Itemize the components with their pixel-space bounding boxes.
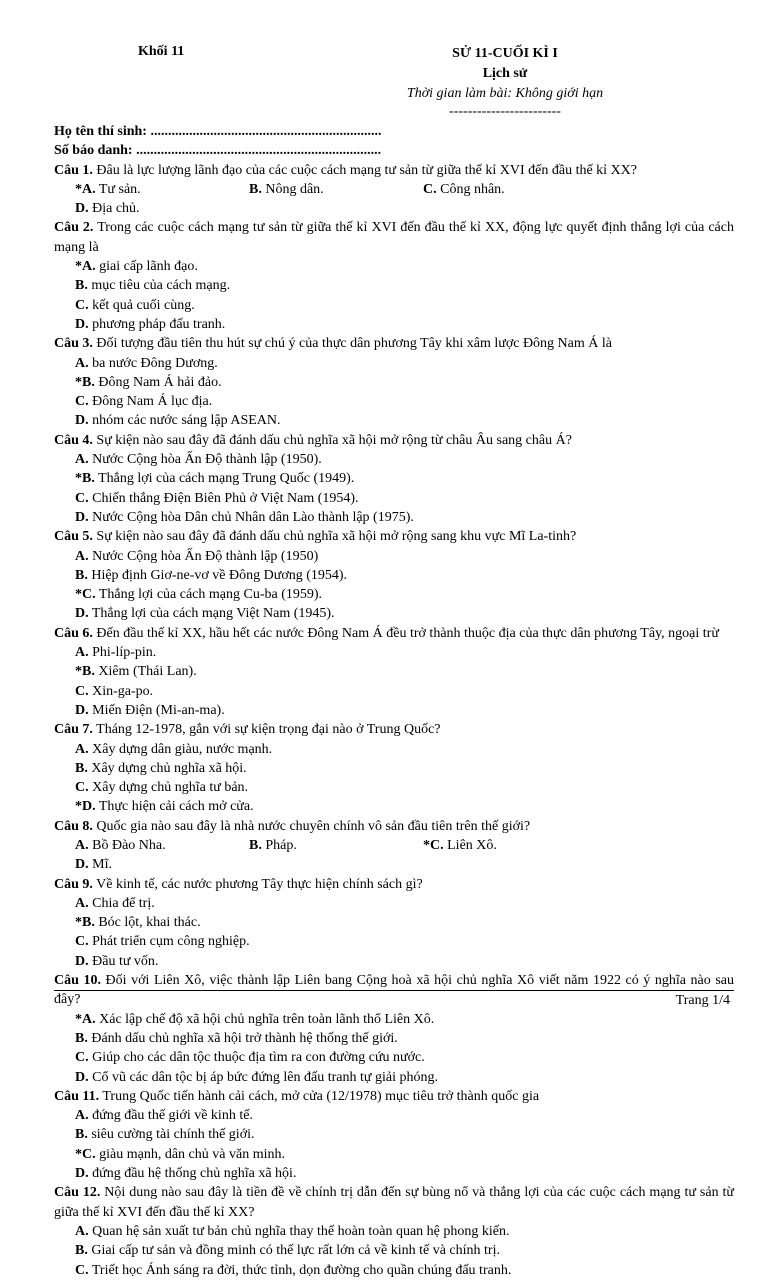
option-key: C.: [75, 490, 89, 506]
option-key: B.: [249, 837, 262, 853]
option-text: Đầu tư vốn.: [88, 953, 159, 969]
question-block: [54, 875, 734, 971]
option-key: *A.: [75, 259, 96, 275]
option-key: C.: [423, 181, 437, 197]
answer-option: [423, 180, 597, 199]
option-text: Tư sản.: [95, 181, 141, 197]
answer-options: [54, 450, 734, 527]
option-text: Hiệp định Giơ-ne-vơ về Đông Dương (1954).: [87, 567, 348, 583]
option-key: *B.: [75, 664, 95, 680]
option-key: C.: [75, 1262, 89, 1278]
option-text: Miến Điện (Mi-an-ma).: [88, 702, 225, 718]
option-key: C.: [75, 394, 89, 410]
question-stem: [54, 527, 734, 546]
answer-options: [54, 354, 734, 431]
answer-option: [249, 836, 423, 855]
option-text: Đông Nam Á hải đảo.: [94, 374, 222, 390]
option-text: Triết học Ánh sáng ra đời, thức tỉnh, dọn đường cho quần chúng đấu tranh.: [88, 1262, 512, 1278]
answer-option: [75, 585, 423, 604]
option-text: Thắng lợi của cách mạng Cu-ba (1959).: [95, 587, 323, 603]
exam-header: [370, 44, 640, 122]
option-text: Phi-líp-pin.: [88, 645, 157, 661]
option-text: đứng đầu thế giới về kinh tế.: [88, 1108, 253, 1124]
question-text: Trong các cuộc cách mạng tư sản từ giữa thế kỉ XVI đến đầu thế kỉ XX, động lực quyết định thắng lợi của cách mạng là: [54, 220, 734, 255]
answer-option: [75, 508, 734, 527]
option-key: C.: [75, 934, 89, 950]
option-key: D.: [75, 413, 89, 429]
question-text: Đối tượng đầu tiên thu hút sự chú ý của thực dân phương Tây khi xâm lược Đông Nam Á là: [92, 336, 612, 352]
option-key: D.: [75, 509, 89, 525]
question-stem: [54, 875, 734, 894]
option-text: Pháp.: [261, 837, 297, 853]
option-key: *B.: [75, 471, 95, 487]
question-block: [54, 817, 734, 875]
answer-option: [75, 257, 423, 276]
grade-label: Khối 11: [138, 44, 185, 59]
option-key: B.: [249, 181, 262, 197]
option-key: D.: [75, 1166, 89, 1182]
option-text: Đánh dấu chủ nghĩa xã hội trở thành hệ thống thế giới.: [87, 1030, 398, 1046]
question-number: Câu 4.: [54, 432, 93, 448]
option-key: A.: [75, 741, 89, 757]
option-key: *A.: [75, 1011, 96, 1027]
question-block: [54, 1087, 734, 1183]
question-block: [54, 720, 734, 816]
option-text: Phát triển cụm công nghiệp.: [88, 934, 250, 950]
question-stem: [54, 161, 734, 180]
option-key: D.: [75, 201, 89, 217]
question-number: Câu 3.: [54, 336, 93, 352]
option-key: B.: [75, 567, 88, 583]
answer-option: [75, 643, 423, 662]
answer-option: [75, 1029, 734, 1048]
option-key: *C.: [423, 837, 444, 853]
option-key: *D.: [75, 799, 96, 815]
page-number: Trang 1/4: [675, 993, 730, 1008]
option-key: C.: [75, 1050, 89, 1066]
answer-option: [75, 1125, 423, 1144]
question-block: [54, 431, 734, 527]
question-block: [54, 1183, 734, 1279]
question-number: Câu 2.: [54, 220, 94, 236]
answer-option: [75, 296, 423, 315]
option-key: *B.: [75, 915, 95, 931]
time-limit: Thời gian làm bài: Không giới hạn: [406, 86, 604, 101]
option-text: Đông Nam Á lục địa.: [88, 394, 213, 410]
question-number: Câu 6.: [54, 625, 93, 641]
question-number: Câu 11.: [54, 1088, 100, 1104]
question-stem: [54, 817, 734, 836]
answer-options: [54, 740, 734, 817]
option-key: D.: [75, 316, 89, 332]
option-text: Nước Cộng hòa Ấn Độ thành lập (1950).: [88, 452, 322, 468]
question-stem: [54, 624, 734, 643]
question-text: Sự kiện nào sau đây đã đánh dấu chủ nghĩa xã hội mở rộng sang khu vực Mĩ La-tinh?: [92, 529, 577, 545]
question-number: Câu 10.: [54, 973, 101, 989]
option-key: *A.: [75, 181, 96, 197]
answer-option: [75, 1048, 734, 1067]
option-text: Bồ Đào Nha.: [88, 837, 166, 853]
option-text: Công nhân.: [436, 181, 505, 197]
answer-option: [75, 740, 423, 759]
question-block: [54, 527, 734, 623]
option-text: kết quả cuối cùng.: [88, 297, 195, 313]
option-key: A.: [75, 1223, 89, 1239]
answer-options: [54, 643, 734, 720]
option-text: Thực hiện cải cách mở cửa.: [95, 799, 254, 815]
option-text: Xây dựng chủ nghĩa xã hội.: [87, 760, 247, 776]
answer-option: [75, 1106, 423, 1125]
answer-option: [75, 489, 734, 508]
question-stem: [54, 720, 734, 739]
answer-option: [75, 759, 423, 778]
question-text: Đến đầu thế kỉ XX, hầu hết các nước Đông Nam Á đều trở thành thuộc địa của thực dân phương Tây, ngoại trừ: [92, 625, 719, 641]
option-key: C.: [75, 297, 89, 313]
option-key: *C.: [75, 1146, 96, 1162]
answer-option: [75, 354, 423, 373]
answer-option: [75, 1261, 734, 1280]
option-key: B.: [75, 1030, 88, 1046]
option-key: D.: [75, 857, 89, 873]
answer-option: [75, 392, 423, 411]
question-block: [54, 334, 734, 430]
option-text: Quan hệ sản xuất tư bản chủ nghĩa thay thế hoàn toàn quan hệ phong kiến.: [88, 1223, 510, 1239]
answer-options: [54, 836, 734, 875]
option-key: B.: [75, 760, 88, 776]
option-text: Cổ vũ các dân tộc bị áp bức đứng lên đấu tranh tự giải phóng.: [88, 1069, 438, 1085]
answer-option: [75, 894, 423, 913]
question-number: Câu 8.: [54, 818, 93, 834]
answer-option: [75, 913, 423, 932]
option-text: Giai cấp tư sản và đồng minh có thế lực rất lớn cả về kinh tế và chính trị.: [87, 1243, 500, 1259]
option-text: Thắng lợi của cách mạng Trung Quốc (1949).: [94, 471, 355, 487]
answer-option: [75, 450, 734, 469]
student-number-field: Số báo danh: ......................................................................: [54, 143, 382, 159]
option-text: siêu cường tài chính thế giới.: [87, 1127, 255, 1143]
option-key: A.: [75, 645, 89, 661]
option-text: Địa chủ.: [88, 201, 140, 217]
option-text: mục tiêu của cách mạng.: [87, 278, 231, 294]
question-list: [54, 161, 734, 1280]
answer-option: [75, 566, 423, 585]
option-key: *B.: [75, 374, 95, 390]
question-block: [54, 624, 734, 720]
option-text: giai cấp lãnh đạo.: [95, 259, 198, 275]
question-block: [54, 218, 734, 334]
option-key: B.: [75, 1127, 88, 1143]
option-key: D.: [75, 606, 89, 622]
answer-option: [75, 662, 423, 681]
question-stem: [54, 1183, 734, 1222]
question-block: [54, 971, 734, 1087]
question-number: Câu 9.: [54, 876, 93, 892]
option-text: Xây dựng chủ nghĩa tư bản.: [88, 780, 249, 796]
answer-option: [75, 1241, 734, 1260]
option-text: đứng đầu hệ thống chủ nghĩa xã hội.: [88, 1166, 297, 1182]
option-text: Mĩ.: [88, 857, 112, 873]
exam-body: [54, 122, 734, 1280]
option-key: D.: [75, 1069, 89, 1085]
option-key: A.: [75, 548, 89, 564]
option-text: phương pháp đấu tranh.: [88, 316, 226, 332]
answer-option: [75, 411, 423, 430]
answer-option: [75, 199, 249, 218]
question-text: Trung Quốc tiến hành cải cách, mở cửa (12/1978) mục tiêu trở thành quốc gia: [99, 1088, 540, 1104]
option-text: giàu mạnh, dân chủ và văn minh.: [95, 1146, 285, 1162]
answer-option: [75, 604, 423, 623]
answer-options: [54, 180, 734, 219]
answer-option: [75, 797, 423, 816]
question-number: Câu 5.: [54, 529, 93, 545]
option-text: Giúp cho các dân tộc thuộc địa tìm ra con đường cứu nước.: [88, 1050, 425, 1066]
question-stem: [54, 431, 734, 450]
question-text: Về kinh tế, các nước phương Tây thực hiện chính sách gì?: [92, 876, 423, 892]
option-key: A.: [75, 1108, 89, 1124]
option-key: C.: [75, 780, 89, 796]
option-text: Thắng lợi của cách mạng Việt Nam (1945).: [88, 606, 335, 622]
subject-label: Lịch sử: [482, 66, 528, 81]
question-stem: [54, 334, 734, 353]
answer-option: [75, 836, 249, 855]
option-key: C.: [75, 683, 89, 699]
option-text: Chia để trị.: [88, 895, 155, 911]
answer-options: [54, 1222, 734, 1280]
answer-option: [75, 276, 423, 295]
question-block: [54, 161, 734, 219]
answer-option: [75, 1068, 734, 1087]
question-stem: [54, 1087, 734, 1106]
option-key: B.: [75, 1243, 88, 1259]
option-key: B.: [75, 278, 88, 294]
answer-options: [54, 547, 734, 624]
option-text: Liên Xô.: [443, 837, 497, 853]
footer-divider: [54, 990, 734, 991]
option-text: Xiêm (Thái Lan).: [94, 664, 197, 680]
option-key: A.: [75, 837, 89, 853]
exam-title: SỬ 11-CUỐI KÌ I: [452, 46, 558, 61]
answer-options: [54, 894, 734, 971]
question-text: Sự kiện nào sau đây đã đánh dấu chủ nghĩa xã hội mở rộng từ châu Âu sang châu Á?: [92, 432, 572, 448]
answer-option: [75, 469, 734, 488]
answer-option: [75, 547, 423, 566]
option-text: nhóm các nước sáng lập ASEAN.: [88, 413, 281, 429]
answer-option: [75, 701, 423, 720]
answer-option: [75, 373, 423, 392]
question-text: Đâu là lực lượng lãnh đạo của các cuộc cách mạng tư sản từ giữa thế kỉ XVI đến đầu thế kỉ XX?: [92, 162, 638, 178]
header-rule: ------------------------: [449, 104, 561, 119]
question-number: Câu 7.: [54, 722, 93, 738]
answer-option: [75, 778, 423, 797]
answer-option: [75, 1222, 734, 1241]
option-text: Bóc lột, khai thác.: [94, 915, 201, 931]
option-text: Nước Cộng hòa Ấn Độ thành lập (1950): [88, 548, 319, 564]
question-number: Câu 1.: [54, 162, 93, 178]
question-number: Câu 12.: [54, 1185, 101, 1201]
option-text: Xác lập chế độ xã hội chủ nghĩa trên toàn lãnh thổ Liên Xô.: [95, 1011, 435, 1027]
option-text: Xây dựng dân giàu, nước mạnh.: [88, 741, 273, 757]
option-text: Nước Cộng hòa Dân chủ Nhân dân Lào thành lập (1975).: [88, 509, 414, 525]
answer-option: [75, 1164, 423, 1183]
option-key: D.: [75, 702, 89, 718]
option-text: Nông dân.: [261, 181, 324, 197]
option-key: D.: [75, 953, 89, 969]
answer-options: [54, 257, 734, 334]
option-key: A.: [75, 452, 89, 468]
answer-option: [75, 315, 423, 334]
answer-option: [249, 180, 423, 199]
option-key: *C.: [75, 587, 96, 603]
question-text: Đối với Liên Xô, việc thành lập Liên bang Cộng hoà xã hội chủ nghĩa Xô viết năm 1922 có ý nghĩa nào sau đây?: [54, 973, 734, 1008]
option-text: Chiến thắng Điện Biên Phủ ở Việt Nam (1954).: [88, 490, 359, 506]
option-text: Xin-ga-po.: [88, 683, 154, 699]
student-name-field: Họ tên thí sinh: ..................................................................: [54, 124, 382, 139]
answer-option: [75, 952, 423, 971]
answer-options: [54, 1106, 734, 1183]
option-key: A.: [75, 895, 89, 911]
answer-option: [75, 932, 423, 951]
answer-options: [54, 1010, 734, 1087]
answer-option: [75, 1010, 734, 1029]
question-stem: [54, 218, 734, 257]
answer-option: [75, 682, 423, 701]
answer-option: [423, 836, 597, 855]
answer-option: [75, 180, 249, 199]
question-text: Nội dung nào sau đây là tiền đề về chính trị dẫn đến sự bùng nổ và thắng lợi của các cuộc cách mạng tư sản từ giữa thế kỉ XVI đến đầu thế kỉ XX?: [54, 1185, 735, 1220]
option-text: ba nước Đông Dương.: [88, 355, 218, 371]
question-text: Tháng 12-1978, gắn với sự kiện trọng đại nào ở Trung Quốc?: [92, 722, 441, 738]
answer-option: [75, 1145, 423, 1164]
answer-option: [75, 855, 249, 874]
question-text: Quốc gia nào sau đây là nhà nước chuyên chính vô sản đầu tiên trên thế giới?: [92, 818, 531, 834]
option-key: A.: [75, 355, 89, 371]
